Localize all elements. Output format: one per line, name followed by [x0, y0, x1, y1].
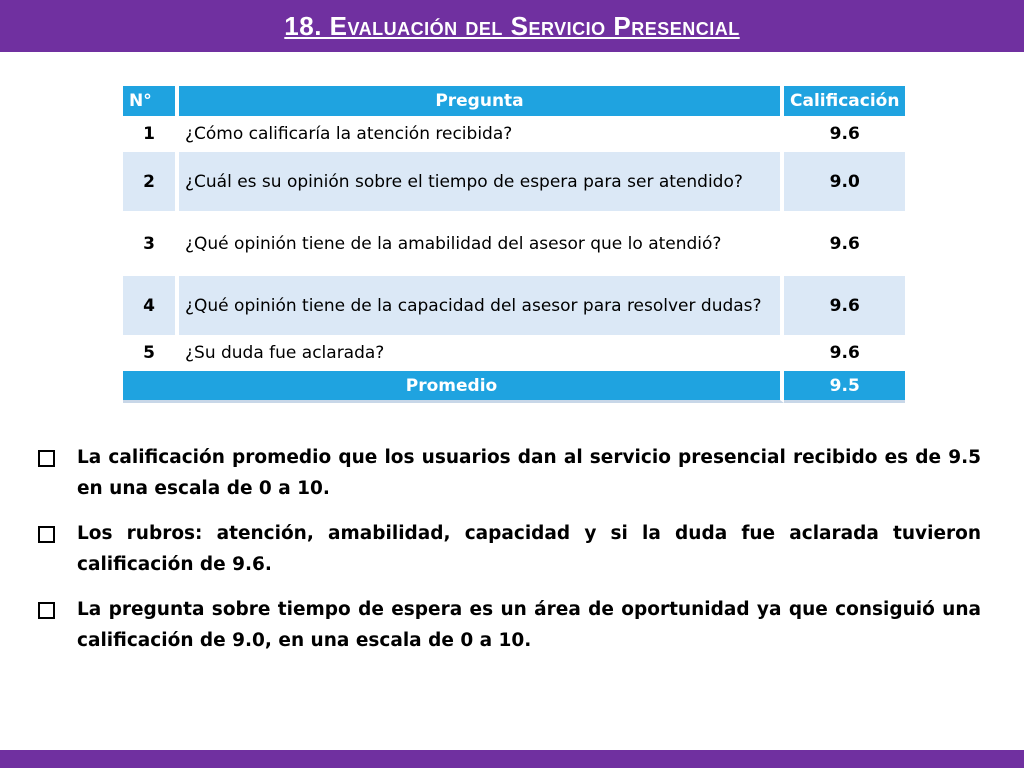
- results-table: [123, 86, 905, 403]
- header-score: Calificación: [784, 86, 905, 119]
- average-label: Promedio: [123, 371, 784, 403]
- row-number: 2: [123, 152, 179, 214]
- page-title: 18. Evaluación del Servicio Presencial: [284, 10, 740, 41]
- bullet-text: La pregunta sobre tiempo de espera es un área de oportunidad ya que consiguió una calificación de 9.0, en una escala de 0 a 10.: [77, 599, 981, 651]
- row-score: 9.6: [784, 119, 905, 152]
- bullet-item: [36, 594, 981, 656]
- header-number: N°: [123, 86, 179, 119]
- table-footer-row: [123, 371, 905, 403]
- title-bar: [0, 0, 1024, 52]
- table-row: [123, 338, 905, 371]
- row-question: ¿Qué opinión tiene de la amabilidad del asesor que lo atendió?: [179, 214, 784, 276]
- table-row: [123, 276, 905, 338]
- survey-table: [123, 86, 905, 403]
- bullet-item: [36, 442, 981, 504]
- row-number: 3: [123, 214, 179, 276]
- row-score: 9.0: [784, 152, 905, 214]
- table-header-row: [123, 86, 905, 119]
- header-question: Pregunta: [179, 86, 784, 119]
- bullet-text: La calificación promedio que los usuarios dan al servicio presencial recibido es de 9.5 en una escala de 0 a 10.: [77, 447, 981, 499]
- row-question: ¿Cuál es su opinión sobre el tiempo de espera para ser atendido?: [179, 152, 784, 214]
- checkbox-bullet-icon: [38, 526, 55, 543]
- row-question: ¿Cómo calificaría la atención recibida?: [179, 119, 784, 152]
- row-question: ¿Qué opinión tiene de la capacidad del asesor para resolver dudas?: [179, 276, 784, 338]
- checkbox-bullet-icon: [38, 450, 55, 467]
- bullet-text: Los rubros: atención, amabilidad, capacidad y si la duda fue aclarada tuvieron calificación de 9.6.: [77, 523, 981, 575]
- row-number: 5: [123, 338, 179, 371]
- bottom-bar: [0, 750, 1024, 768]
- row-score: 9.6: [784, 214, 905, 276]
- bullet-item: [36, 518, 981, 580]
- checkbox-bullet-icon: [38, 602, 55, 619]
- table-row: [123, 214, 905, 276]
- summary-bullets: [36, 442, 981, 670]
- average-score: 9.5: [784, 371, 905, 403]
- row-question: ¿Su duda fue aclarada?: [179, 338, 784, 371]
- row-number: 1: [123, 119, 179, 152]
- table-row: [123, 119, 905, 152]
- row-number: 4: [123, 276, 179, 338]
- row-score: 9.6: [784, 338, 905, 371]
- table-row: [123, 152, 905, 214]
- row-score: 9.6: [784, 276, 905, 338]
